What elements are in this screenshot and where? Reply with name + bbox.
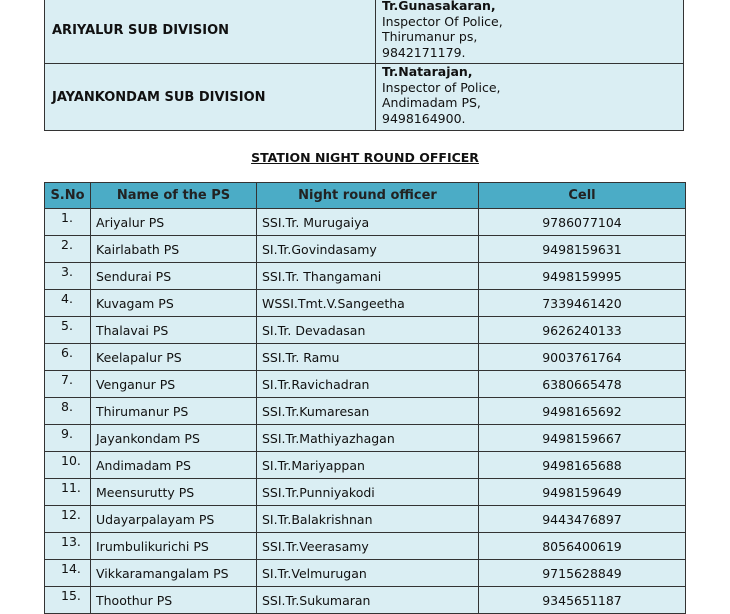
row-sno: 5. [45,317,91,344]
row-sno: 3. [45,263,91,290]
officer-name: SSI.Tr.Kumaresan [257,398,479,425]
officer-name: SI.Tr.Govindasamy [257,236,479,263]
cell-number: 9498159631 [479,236,686,263]
table-row [45,479,686,506]
row-sno: 9. [45,425,91,452]
ps-name: Meensurutty PS [91,479,257,506]
officer-designation: Inspector Of Police, [382,13,503,29]
table-row [45,533,686,560]
cell-number: 9003761764 [479,344,686,371]
row-sno: 14. [45,560,91,587]
table-row [45,344,686,371]
row-sno: 10. [45,452,91,479]
officer-name: WSSI.Tmt.V.Sangeetha [257,290,479,317]
officer-name: SSI.Tr.Punniyakodi [257,479,479,506]
table-row [45,560,686,587]
officer-station: Andimadam PS, [382,95,481,110]
cell-number: 9715628849 [479,560,686,587]
header-sno: S.No [45,183,91,209]
table-row [45,452,686,479]
ps-name: Venganur PS [91,371,257,398]
cell-number: 7339461420 [479,290,686,317]
cell-number: 9498159667 [479,425,686,452]
row-sno: 7. [45,371,91,398]
officer-name: SI.Tr.Mariyappan [257,452,479,479]
officer-name: Tr.Gunasakaran, [382,0,496,13]
ps-name: Andimadam PS [91,452,257,479]
ps-name: Ariyalur PS [91,209,257,236]
officer-name: SI.Tr. Devadasan [257,317,479,344]
ps-name: Thalavai PS [91,317,257,344]
officer-name: SI.Tr.Ravichadran [257,371,479,398]
officer-name: SSI.Tr.Veerasamy [257,533,479,560]
ps-name: Irumbulikurichi PS [91,533,257,560]
cell-number: 6380665478 [479,371,686,398]
row-sno: 1. [45,209,91,236]
officer-phone: 9498164900. [382,110,466,126]
cell-number: 9626240133 [479,317,686,344]
subdivision-row [45,0,684,64]
header-ps-name: Name of the PS [91,183,257,209]
officer-name: SSI.Tr. Thangamani [257,263,479,290]
division-name: JAYANKONDAM SUB DIVISION [45,64,376,131]
row-sno: 15. [45,587,91,614]
row-sno: 8. [45,398,91,425]
officer-name: SSI.Tr.Mathiyazhagan [257,425,479,452]
section-heading: STATION NIGHT ROUND OFFICER [251,150,479,165]
table-row [45,398,686,425]
header-cell: Cell [479,183,686,209]
subdivision-table [44,0,684,131]
ps-name: Udayarpalayam PS [91,506,257,533]
cell-number: 9498165692 [479,398,686,425]
cell-number: 9345651187 [479,587,686,614]
officer-name: SSI.Tr. Murugaiya [257,209,479,236]
ps-name: Thirumanur PS [91,398,257,425]
officer-name: SI.Tr.Balakrishnan [257,506,479,533]
table-row [45,236,686,263]
cell-number: 9498165688 [479,452,686,479]
officer-details [376,64,684,131]
row-sno: 12. [45,506,91,533]
division-name: ARIYALUR SUB DIVISION [45,0,376,64]
table-row [45,317,686,344]
ps-name: Keelapalur PS [91,344,257,371]
ps-name: Vikkaramangalam PS [91,560,257,587]
ps-name: Thoothur PS [91,587,257,614]
cell-number: 9443476897 [479,506,686,533]
table-row [45,506,686,533]
ps-name: Jayankondam PS [91,425,257,452]
officer-name: Tr.Natarajan, [382,64,473,79]
officer-phone: 9842171179. [382,44,466,60]
table-row [45,263,686,290]
ps-name: Kairlabath PS [91,236,257,263]
table-header-row [45,183,686,209]
table-row [45,209,686,236]
cell-number: 8056400619 [479,533,686,560]
officer-station: Thirumanur ps, [382,29,478,44]
cell-number: 9498159995 [479,263,686,290]
table-row [45,371,686,398]
row-sno: 6. [45,344,91,371]
table-row [45,290,686,317]
subdivision-row [45,64,684,131]
table-row [45,425,686,452]
officer-name: SSI.Tr. Ramu [257,344,479,371]
row-sno: 11. [45,479,91,506]
cell-number: 9498159649 [479,479,686,506]
officer-designation: Inspector of Police, [382,79,501,95]
row-sno: 4. [45,290,91,317]
ps-name: Kuvagam PS [91,290,257,317]
officer-details [376,0,684,64]
ps-name: Sendurai PS [91,263,257,290]
table-body [45,209,686,614]
officer-name: SSI.Tr.Sukumaran [257,587,479,614]
row-sno: 2. [45,236,91,263]
header-officer: Night round officer [257,183,479,209]
row-sno: 13. [45,533,91,560]
cell-number: 9786077104 [479,209,686,236]
officer-name: SI.Tr.Velmurugan [257,560,479,587]
night-round-table [44,182,686,614]
